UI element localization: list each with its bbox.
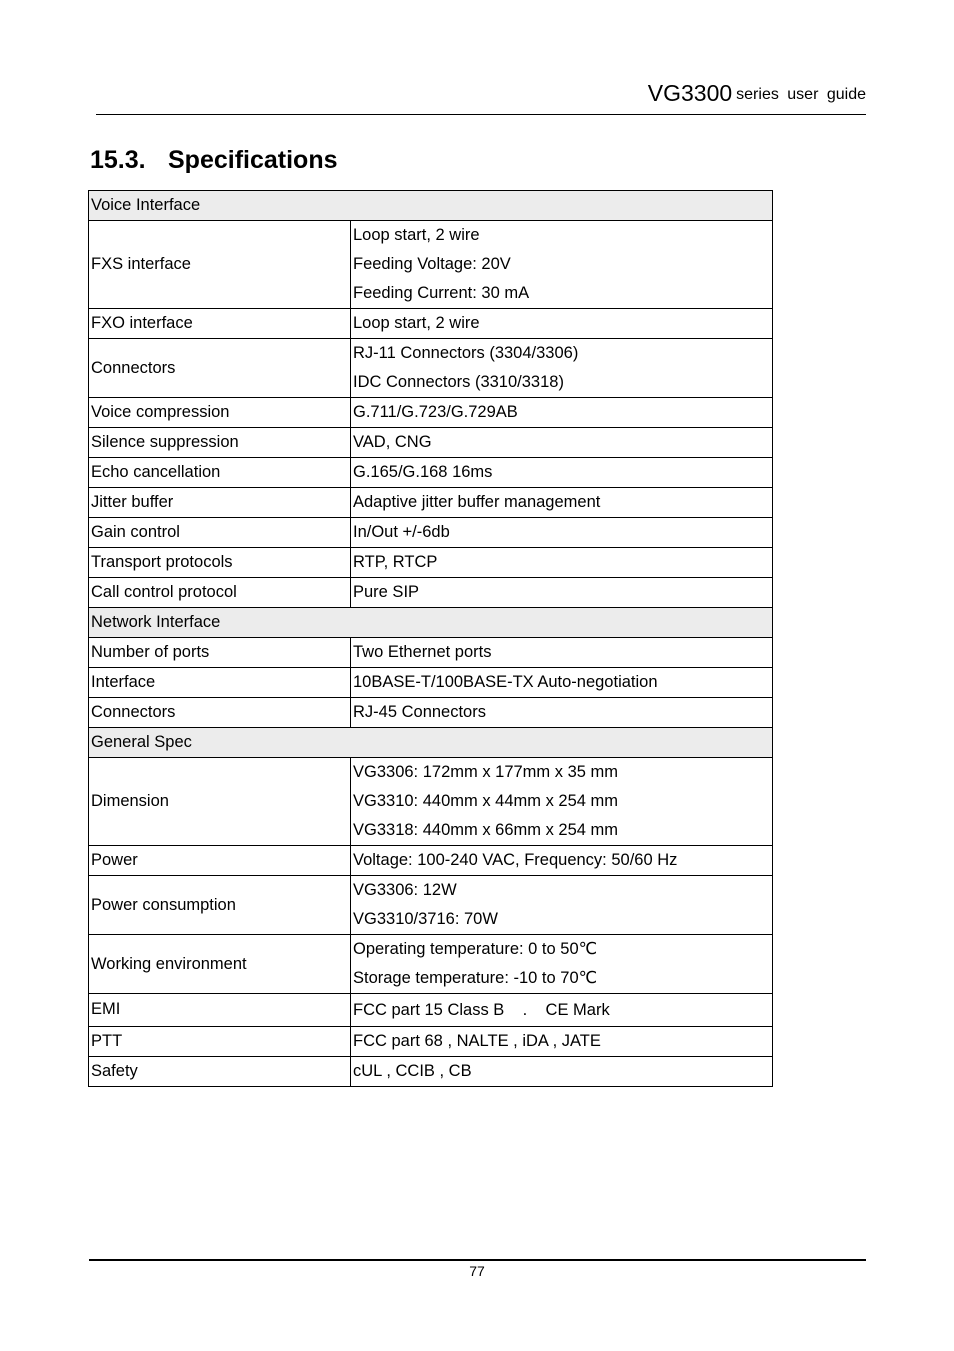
section-title-text: Specifications — [168, 146, 338, 174]
spec-value: Pure SIP — [351, 578, 773, 608]
page-number: 77 — [469, 1263, 485, 1279]
section-number: 15.3. — [90, 146, 146, 174]
footer-divider — [89, 1259, 866, 1261]
spec-label: Call control protocol — [89, 578, 351, 608]
spec-label: Number of ports — [89, 638, 351, 668]
specifications-table — [88, 190, 773, 1087]
group-label: Network Interface — [89, 608, 773, 638]
group-label: General Spec — [89, 728, 773, 758]
spec-label: Silence suppression — [89, 428, 351, 458]
spec-row-emi — [89, 994, 773, 1027]
spec-label: Power consumption — [89, 876, 351, 935]
header-product-name: VG3300 — [647, 80, 733, 106]
spec-value: 10BASE-T/100BASE-TX Auto-negotiation — [351, 668, 773, 698]
section-title — [90, 146, 338, 175]
spec-value-line: RJ-11 Connectors (3304/3306) — [353, 344, 579, 362]
spec-label: Safety — [89, 1057, 351, 1087]
spec-value: FCC part 15 Class B . CE Mark — [351, 994, 773, 1027]
group-label: Voice Interface — [89, 191, 773, 221]
spec-value: Adaptive jitter buffer management — [351, 488, 773, 518]
spec-row-gain-control — [89, 518, 773, 548]
spec-value: Voltage: 100-240 VAC, Frequency: 50/60 Hz — [351, 846, 773, 876]
spec-row-connectors-network — [89, 698, 773, 728]
header-subtitle: series user guide — [736, 86, 866, 103]
spec-value-line: Loop start, 2 wire — [353, 226, 480, 244]
spec-value-line: VG3310/3716: 70W — [353, 910, 498, 928]
spec-value: G.165/G.168 16ms — [351, 458, 773, 488]
spec-label: Gain control — [89, 518, 351, 548]
spec-value-line: Feeding Current: 30 mA — [353, 284, 530, 302]
spec-label: Connectors — [89, 339, 351, 398]
page-header — [96, 78, 866, 115]
spec-value: cUL , CCIB , CB — [351, 1057, 773, 1087]
spec-value: Loop start, 2 wire — [351, 309, 773, 339]
group-row-general-spec — [89, 728, 773, 758]
spec-row-power — [89, 846, 773, 876]
spec-label: EMI — [89, 994, 351, 1027]
spec-label: Working environment — [89, 935, 351, 994]
spec-value-line: Operating temperature: 0 to 50℃ — [353, 940, 598, 958]
spec-label: Jitter buffer — [89, 488, 351, 518]
spec-row-voice-compression — [89, 398, 773, 428]
spec-row-jitter-buffer — [89, 488, 773, 518]
spec-label: Connectors — [89, 698, 351, 728]
spec-label: Dimension — [89, 758, 351, 846]
group-row-network-interface — [89, 608, 773, 638]
spec-value-line: Storage temperature: -10 to 70℃ — [353, 969, 598, 987]
spec-value: G.711/G.723/G.729AB — [351, 398, 773, 428]
spec-row-call-control-protocol — [89, 578, 773, 608]
spec-value — [351, 758, 773, 846]
spec-label: PTT — [89, 1027, 351, 1057]
spec-value — [351, 221, 773, 309]
spec-label: Voice compression — [89, 398, 351, 428]
spec-row-interface — [89, 668, 773, 698]
spec-label: Echo cancellation — [89, 458, 351, 488]
spec-row-transport-protocols — [89, 548, 773, 578]
spec-value-line: IDC Connectors (3310/3318) — [353, 373, 564, 391]
spec-row-ptt — [89, 1027, 773, 1057]
spec-row-power-consumption — [89, 876, 773, 935]
spec-value: RJ-45 Connectors — [351, 698, 773, 728]
spec-row-silence-suppression — [89, 428, 773, 458]
spec-value-line: VG3306: 172mm x 177mm x 35 mm — [353, 763, 619, 781]
spec-label: Power — [89, 846, 351, 876]
spec-row-fxo-interface — [89, 309, 773, 339]
spec-row-number-of-ports — [89, 638, 773, 668]
spec-value — [351, 876, 773, 935]
spec-value — [351, 935, 773, 994]
group-row-voice-interface — [89, 191, 773, 221]
spec-value-line: VG3306: 12W — [353, 881, 457, 899]
spec-row-dimension — [89, 758, 773, 846]
spec-value-line: Feeding Voltage: 20V — [353, 255, 511, 273]
spec-row-safety — [89, 1057, 773, 1087]
spec-value-line: VG3310: 440mm x 44mm x 254 mm — [353, 792, 619, 810]
spec-label: Transport protocols — [89, 548, 351, 578]
spec-row-fxs-interface — [89, 221, 773, 309]
spec-value: VAD, CNG — [351, 428, 773, 458]
spec-value: Two Ethernet ports — [351, 638, 773, 668]
spec-value: In/Out +/-6db — [351, 518, 773, 548]
spec-label: FXS interface — [89, 221, 351, 309]
spec-value: FCC part 68 , NALTE , iDA , JATE — [351, 1027, 773, 1057]
spec-label: FXO interface — [89, 309, 351, 339]
spec-row-connectors-voice — [89, 339, 773, 398]
spec-label: Interface — [89, 668, 351, 698]
spec-value-line: VG3318: 440mm x 66mm x 254 mm — [353, 821, 619, 839]
spec-value — [351, 339, 773, 398]
spec-value: RTP, RTCP — [351, 548, 773, 578]
spec-row-echo-cancellation — [89, 458, 773, 488]
spec-row-working-environment — [89, 935, 773, 994]
